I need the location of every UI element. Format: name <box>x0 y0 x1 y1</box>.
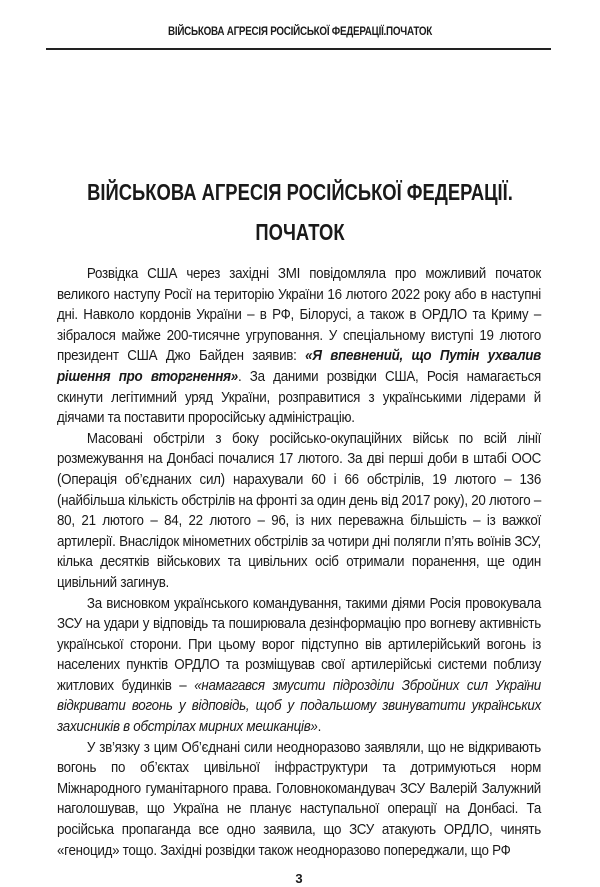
text-run: . За даними розвідки США, Росія намагається скинути легітимний уряд України, розправитися з українськими лідерами й діячами та поставити проросійську адміністрацію. <box>57 367 541 427</box>
quote-command: «намагався змусити підрозділи Збройних сил України відкривати вогонь у відповідь, щоб у подальшому звинуватити українських захисників в обстрілах мирних мешканців» <box>57 676 541 736</box>
page-number: 3 <box>295 871 303 887</box>
chapter-title <box>0 172 600 252</box>
text-run: У зв’язку з цим Об’єднані сили неодноразово заявляли, що не відкривають вогонь по об’єктах цивільної інфраструктури та дотримуються норм Міжнародного гуманітарного права. Головнокомандувач ЗСУ Валерій Залужний наголошував, що Україна не планує наступальної операції на Донбасі. Та російська пропаганда все одно заявила, що ЗСУ атакують ОРДЛО, чинять «геноцид» тощо. Західні розвідки також неодноразово попереджали, що РФ <box>57 738 542 859</box>
text-run: Розвідка США через західні ЗМІ повідомляла про можливий початок великого наступу Росії на територію України 16 лютого 2022 року або в наступні дні. Навколо кордонів України – в РФ, Білорусі, а також в ОРДЛО та Криму – зібралося майже 200-тисячне угруповання. У спеціальному виступі 19 лютого президент США Джо Байден заявив: <box>57 265 542 365</box>
paragraph-4 <box>57 738 541 862</box>
chapter-title-line-1: ВІЙСЬКОВА АГРЕСІЯ РОСІЙСЬКОЇ ФЕДЕРАЦІЇ. <box>87 179 513 205</box>
text-run: За висновком українського командування, такими діями Росія провокувала ЗСУ на удари у відповідь та поширювала дезінформацію про вогневу активність української сторони. При цьому ворог підступно вів артилерійський вогонь із населених пунктів ОРДЛО та розміщував свої артилерійські системи поблизу житлових будинків – <box>57 594 542 694</box>
page-content <box>57 264 541 887</box>
text-run: Масовані обстріли з боку російсько-окупаційних військ по всій лінії розмежування на Донбасі почалися 17 лютого. За дві перші доби в штабі ООС (Операція об’єднаних сил) нарахували 60 і 66 обстрілів, 19 лютого – 136 (найбільша кількість обстрілів на фронті за один день від 2017 року), 20 лютого – 80, 21 лютого – 84, 22 лютого – 96, із них переважна більшість – із важкої артилерії. Внаслідок мінометних обстрілів за чотири дні полягли п’ять воїнів ЗСУ, кілька десятків військових та цивільних осіб отримали поранення, ще один цивільний загинув. <box>57 429 542 591</box>
paragraph-3 <box>57 594 541 738</box>
chapter-title-line-2: ПОЧАТОК <box>255 219 345 245</box>
text-run: . <box>317 718 322 736</box>
quote-biden: «Я впевнений, що Путін ухвалив рішення про вторгнення» <box>57 347 541 385</box>
running-head: ВІЙСЬКОВА АГРЕСІЯ РОСІЙСЬКОЇ ФЕДЕРАЦІЇ.ПОЧАТОК <box>167 24 433 38</box>
paragraph-2 <box>57 429 541 594</box>
header-rule <box>46 48 551 50</box>
paragraph-1 <box>57 264 541 429</box>
body-text <box>57 264 541 861</box>
